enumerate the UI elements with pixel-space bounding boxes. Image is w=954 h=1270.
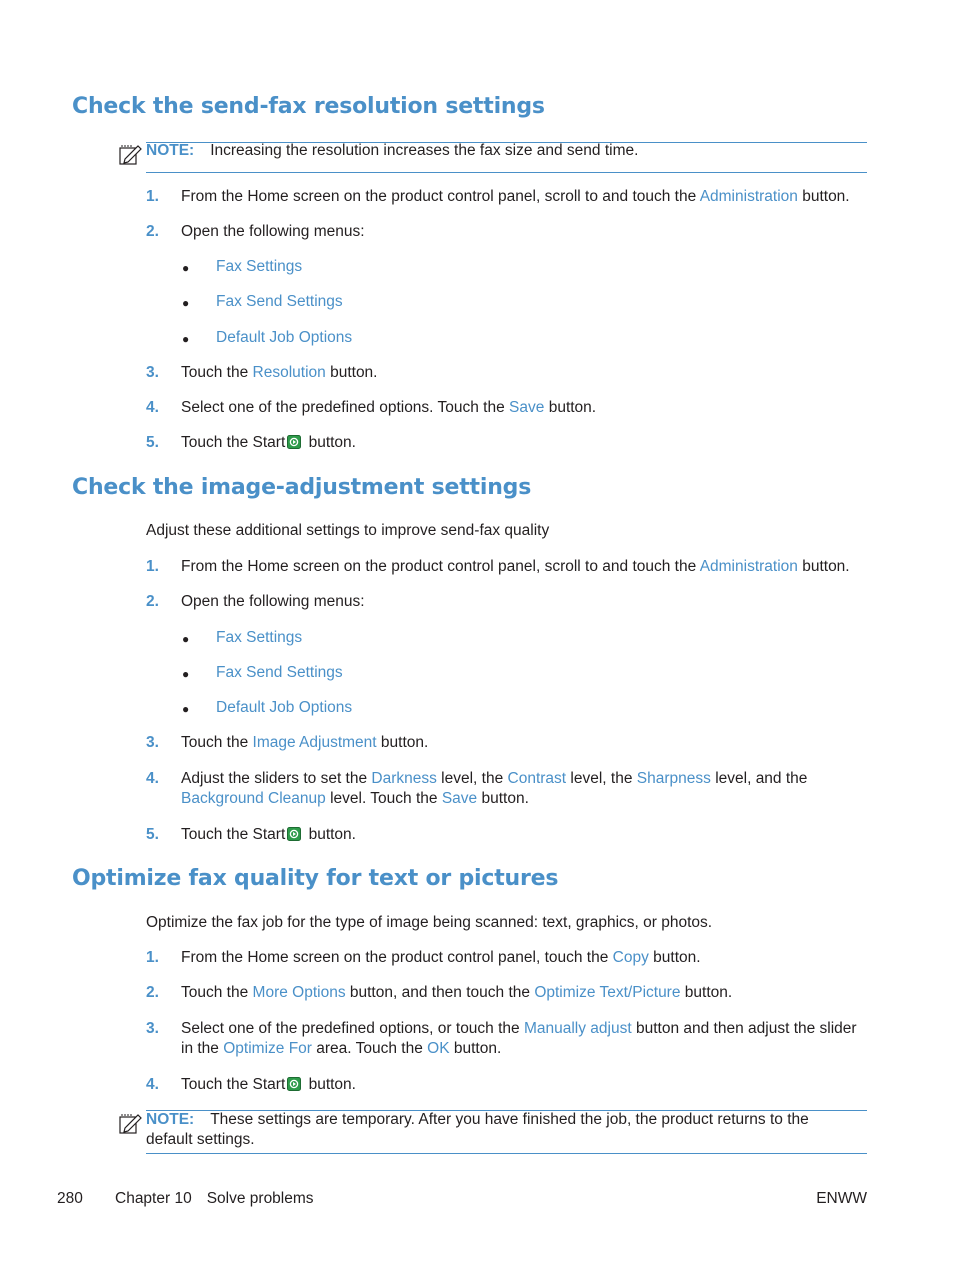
link-save[interactable]: Save xyxy=(509,399,545,416)
bullet-icon: ● xyxy=(182,332,190,346)
step-number: 1. xyxy=(146,949,159,966)
menu-fax-settings[interactable]: Fax Settings xyxy=(216,258,303,275)
link-manually-adjust[interactable]: Manually adjust xyxy=(523,1020,632,1037)
step-number: 4. xyxy=(146,1076,159,1093)
step-text: Open the following menus: xyxy=(181,223,365,240)
step-number: 3. xyxy=(146,364,159,381)
step-text: Open the following menus: xyxy=(181,593,365,610)
heading-send-fax-resolution: Check the send-fax resolution settings xyxy=(72,94,545,119)
link-optimize-text-picture[interactable]: Optimize Text/Picture xyxy=(534,984,681,1001)
footer-chapter: Chapter 10 Solve problems xyxy=(115,1190,314,1207)
step-text: Select one of the predefined options. Touch the Save button. xyxy=(181,399,597,416)
link-copy[interactable]: Copy xyxy=(612,949,649,966)
link-more-options[interactable]: More Options xyxy=(252,984,346,1001)
menu-fax-send-settings[interactable]: Fax Send Settings xyxy=(216,293,343,310)
start-button-icon xyxy=(287,827,301,841)
bullet-icon: ● xyxy=(182,296,190,310)
note-pencil-icon xyxy=(119,143,143,165)
note-rule-bottom xyxy=(146,172,867,173)
step-text: From the Home screen on the product control panel, touch the Copy button. xyxy=(181,949,701,966)
link-administration[interactable]: Administration xyxy=(699,558,798,575)
footer-code: ENWW xyxy=(816,1190,867,1207)
bullet-icon: ● xyxy=(182,632,190,646)
bullet-icon: ● xyxy=(182,667,190,681)
link-sharpness[interactable]: Sharpness xyxy=(636,770,711,787)
step-text: Touch the Resolution button. xyxy=(181,364,378,381)
step-number: 4. xyxy=(146,770,159,787)
step-text: From the Home screen on the product control panel, scroll to and touch the Administration button. xyxy=(181,188,850,205)
link-administration[interactable]: Administration xyxy=(699,188,798,205)
step-text: Touch the Start button. xyxy=(181,434,356,451)
link-background-cleanup[interactable]: Background Cleanup xyxy=(181,790,326,807)
intro-optimize: Optimize the fax job for the type of image being scanned: text, graphics, or photos. xyxy=(146,914,713,931)
note-pencil-icon xyxy=(119,1112,143,1134)
link-image-adjustment[interactable]: Image Adjustment xyxy=(252,734,377,751)
menu-default-job-options[interactable]: Default Job Options xyxy=(216,699,353,716)
step-number: 1. xyxy=(146,558,159,575)
link-darkness[interactable]: Darkness xyxy=(371,770,437,787)
bullet-icon: ● xyxy=(182,261,190,275)
page-number: 280 xyxy=(57,1190,83,1207)
step-text: From the Home screen on the product control panel, scroll to and touch the Administration button. xyxy=(181,558,850,575)
bullet-icon: ● xyxy=(182,702,190,716)
menu-default-job-options[interactable]: Default Job Options xyxy=(216,329,353,346)
step-text: Touch the More Options button, and then touch the Optimize Text/Picture button. xyxy=(181,984,733,1001)
step-number: 3. xyxy=(146,734,159,751)
menu-fax-send-settings[interactable]: Fax Send Settings xyxy=(216,664,343,681)
menu-fax-settings[interactable]: Fax Settings xyxy=(216,629,303,646)
link-save[interactable]: Save xyxy=(441,790,478,807)
step-text: Select one of the predefined options, or touch the Manually adjust button and then adjust the slider in the Optimize For area. Touch the OK button. xyxy=(181,1020,857,1057)
step-number: 5. xyxy=(146,826,159,843)
start-button-icon xyxy=(287,1077,301,1091)
note-resolution: NOTE: Increasing the resolution increases the fax size and send time. xyxy=(146,142,639,159)
link-resolution[interactable]: Resolution xyxy=(252,364,326,381)
step-text: Touch the Image Adjustment button. xyxy=(181,734,429,751)
step-text: Adjust the sliders to set the Darkness level, the Contrast level, the Sharpness level, and the Background Cleanup level. Touch the Save button. xyxy=(181,770,808,807)
step-number: 2. xyxy=(146,223,159,240)
start-button-icon xyxy=(287,435,301,449)
step-number: 2. xyxy=(146,593,159,610)
heading-optimize-fax-quality: Optimize fax quality for text or pictures xyxy=(72,866,559,891)
heading-image-adjustment: Check the image-adjustment settings xyxy=(72,475,532,500)
link-contrast[interactable]: Contrast xyxy=(507,770,567,787)
step-number: 4. xyxy=(146,399,159,416)
link-ok[interactable]: OK xyxy=(427,1040,450,1057)
note-rule-bottom xyxy=(146,1153,867,1154)
step-text: Touch the Start button. xyxy=(181,1076,356,1093)
step-number: 3. xyxy=(146,1020,159,1037)
step-text: Touch the Start button. xyxy=(181,826,356,843)
link-optimize-for[interactable]: Optimize For xyxy=(223,1040,312,1057)
step-number: 2. xyxy=(146,984,159,1001)
step-number: 5. xyxy=(146,434,159,451)
intro-image-adjustment: Adjust these additional settings to improve send-fax quality xyxy=(146,522,550,539)
note-temporary: NOTE: These settings are temporary. After you have finished the job, the product returns to the default settings. xyxy=(146,1111,809,1148)
step-number: 1. xyxy=(146,188,159,205)
